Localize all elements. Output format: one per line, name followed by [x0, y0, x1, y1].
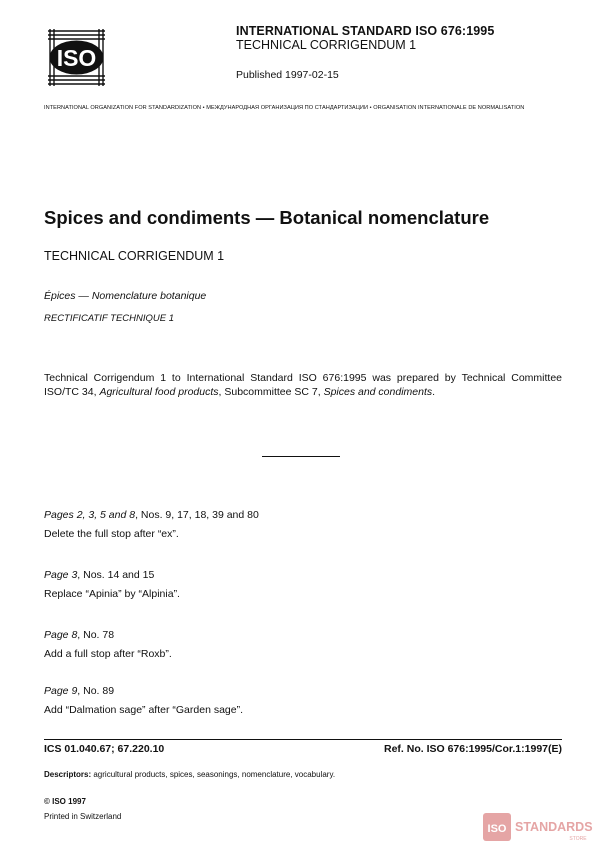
intro-text-1: Technical Corrigendum 1 to International Standard ISO 676:1995 was prepared by Technical Committee ISO/TC 34, — [44, 372, 562, 398]
correction-reference — [44, 682, 243, 701]
correction-pages: Page 9 — [44, 685, 78, 697]
correction-reference — [44, 506, 259, 525]
correction-item — [44, 682, 243, 720]
ics-codes: ICS 01.040.67; 67.220.10 — [44, 743, 165, 755]
iso-logo — [44, 25, 109, 90]
correction-instruction: Delete the full stop after “ex”. — [44, 528, 179, 540]
committee-name: Agricultural food products — [99, 386, 219, 398]
iso-logo-text: ISO — [56, 45, 97, 71]
watermark-text: STANDARDS — [515, 820, 593, 834]
standards-store-watermark — [483, 812, 598, 844]
correction-numbers: , No. 89 — [77, 685, 115, 697]
correction-numbers: , Nos. 9, 17, 18, 39 and 80 — [135, 509, 259, 521]
document-title: Spices and condiments — Botanical nomenclature — [44, 207, 490, 228]
french-title: Épices — Nomenclature botanique — [44, 290, 207, 302]
descriptors-list: agricultural products, spices, seasonings, nomenclature, vocabulary. — [91, 770, 336, 779]
descriptors — [44, 770, 335, 779]
correction-item — [44, 566, 180, 604]
intro-text-3: . — [432, 386, 436, 398]
descriptors-label: Descriptors: — [44, 770, 92, 779]
correction-pages: Page 8 — [44, 629, 78, 641]
copyright: © ISO 1997 — [44, 797, 86, 806]
reference-number: Ref. No. ISO 676:1995/Cor.1:1997(E) — [384, 743, 562, 755]
correction-reference — [44, 566, 180, 585]
correction-item — [44, 506, 259, 544]
correction-instruction: Add a full stop after “Roxb”. — [44, 648, 172, 660]
publication-date: Published 1997-02-15 — [236, 69, 339, 81]
intro-paragraph — [44, 371, 562, 399]
french-corrigendum: RECTIFICATIF TECHNIQUE 1 — [44, 313, 175, 324]
organization-line: INTERNATIONAL ORGANIZATION FOR STANDARDIZATION • МЕЖДУНАРОДНАЯ ОРГАНИЗАЦИЯ ПО СТАНДАРТИЗАЦИИ • ORGANISATION INTERNATIONALE DE NORMALISATION — [44, 105, 525, 111]
printed-location: Printed in Switzerland — [44, 812, 122, 821]
correction-numbers: , Nos. 14 and 15 — [77, 569, 155, 581]
standard-title: INTERNATIONAL STANDARD ISO 676:1995 — [236, 24, 495, 38]
correction-instruction: Replace “Apinia” by “Alpinia”. — [44, 588, 180, 600]
iso-logo-mark — [44, 25, 109, 90]
section-divider — [262, 456, 340, 457]
footer-rule — [44, 739, 562, 740]
corrigendum-subtitle: TECHNICAL CORRIGENDUM 1 — [236, 38, 417, 52]
watermark-graphic — [483, 812, 598, 844]
correction-pages: Page 3 — [44, 569, 78, 581]
corrigendum-label: TECHNICAL CORRIGENDUM 1 — [44, 249, 225, 263]
watermark-badge-text: ISO — [487, 823, 507, 835]
correction-reference — [44, 626, 172, 645]
correction-item — [44, 626, 172, 664]
correction-numbers: , No. 78 — [77, 629, 115, 641]
watermark-small: STORE — [569, 836, 587, 842]
correction-pages: Pages 2, 3, 5 and 8 — [44, 509, 136, 521]
intro-text-2: , Subcommittee SC 7, — [218, 386, 324, 398]
correction-instruction: Add “Dalmation sage” after “Garden sage”. — [44, 704, 244, 716]
subcommittee-name: Spices and condiments — [323, 386, 433, 398]
